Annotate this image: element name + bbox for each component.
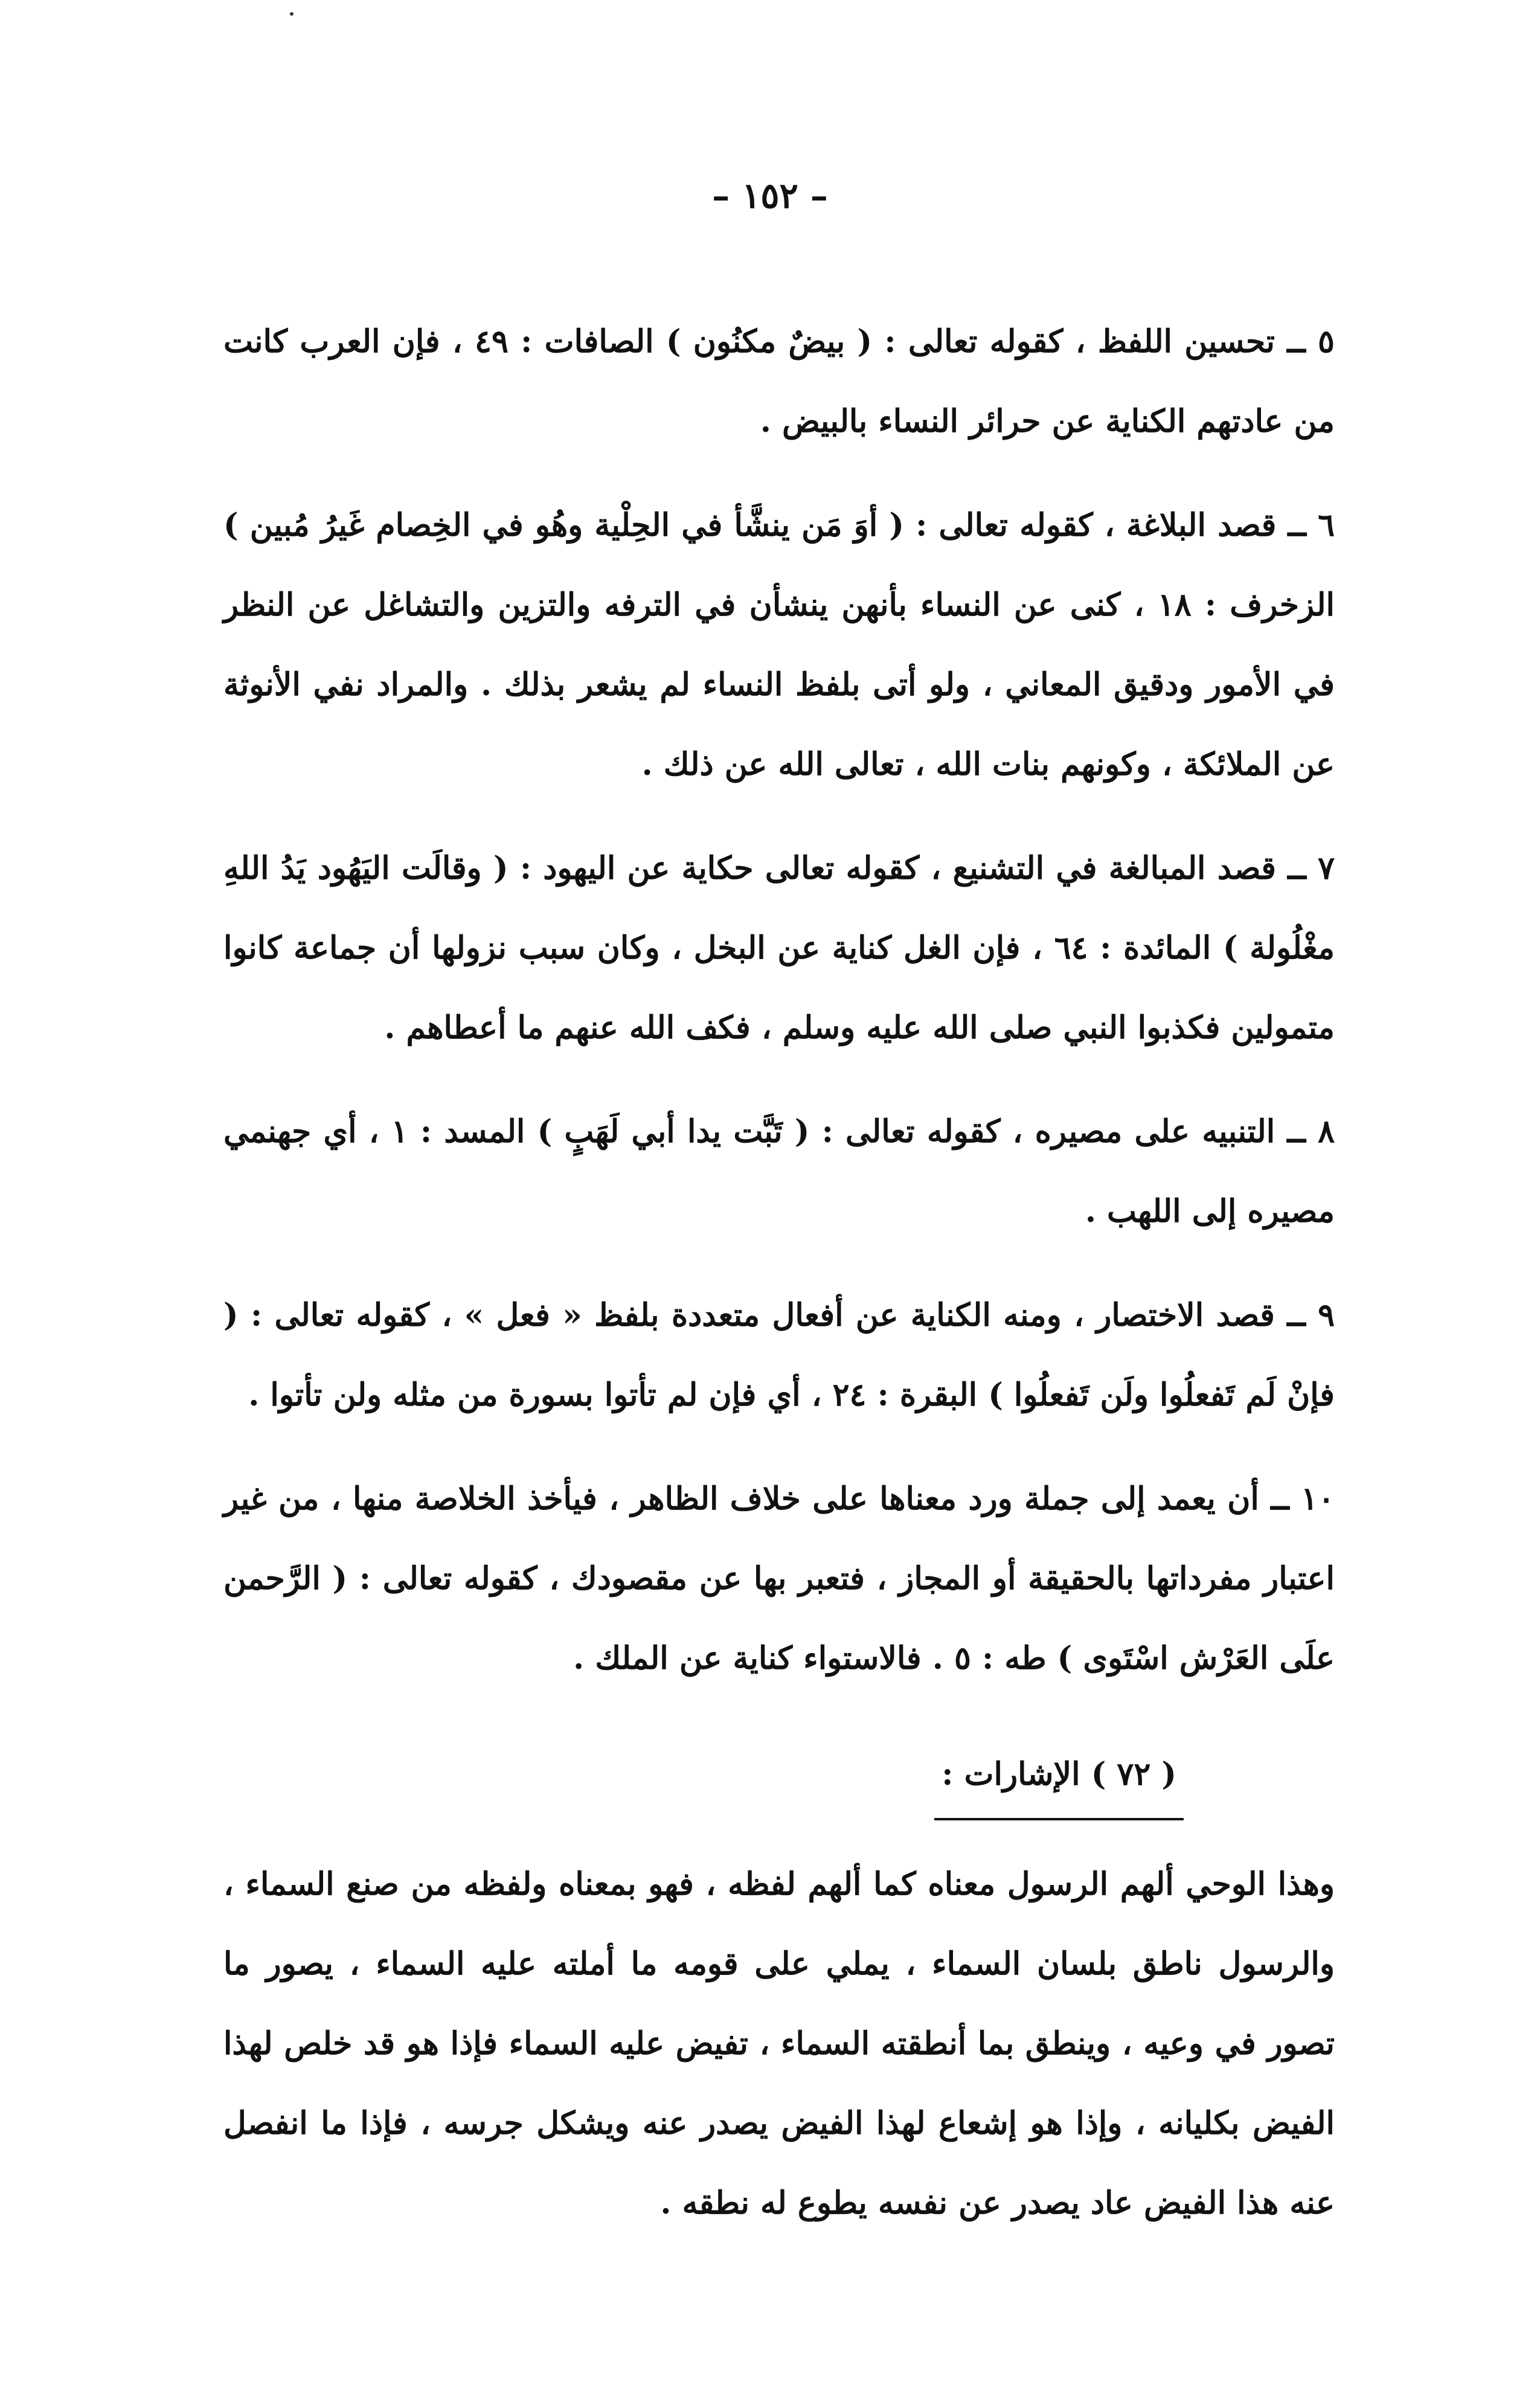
section-heading [223,1735,1335,1820]
paragraph-6: ٦ ــ قصد البلاغة ، كقوله تعالى : ( أوَ مَن ينشَّأ في الحِلْية وهُو في الخِصام غَيرُ مُبين ) الزخرف : ١٨ ، كنى عن النساء بأنهن ينشأن في الترفه والتزين والتشاغل عن النظر في الأمور ودقيق المعاني ، ولو أتى بلفظ النساء لم يشعر بذلك . والمراد نفي الأنوثة عن الملائكة ، وكونهم بنات الله ، تعالى الله عن ذلك . [223,507,1335,783]
closing-paragraph: وهذا الوحي ألهم الرسول معناه كما ألهم لفظه ، فهو بمعناه ولفظه من صنع السماء ، والرسول ناطق بلسان السماء ، يملي على قومه ما أملته عليه السماء ، يصور ما تصور في وعيه ، وينطق بما أنطقته السماء ، تفيض عليه السماء فإذا هو قد خلص لهذا الفيض بكليانه ، وإذا هو إشعاع لهذا الفيض يصدر عنه ويشكل جرسه ، فإذا ما انفصل عنه هذا الفيض عاد يصدر عن نفسه يطوع له نطقه . [223,1866,1335,2221]
section-heading-text: ( ٧٢ ) الإشارات : [934,1735,1184,1820]
paragraph-7: ٧ ــ قصد المبالغة في التشنيع ، كقوله تعالى حكاية عن اليهود : ( وقالَت اليَهُود يَدُ اللهِ مغْلُولة ) المائدة : ٦٤ ، فإن الغل كناية عن البخل ، وكان سبب نزولها أن جماعة كانوا متمولين فكذبوا النبي صلى الله عليه وسلم ، فكف الله عنهم ما أعطاهم . [223,850,1335,1046]
paragraph-8: ٨ ــ التنبيه على مصيره ، كقوله تعالى : ( تَبَّت يدا أبي لَهَبٍ ) المسد : ١ ، أي جهنمي مصيره إلى اللهب . [223,1113,1335,1230]
page-body [223,302,1335,2243]
paragraph-9: ٩ ــ قصد الاختصار ، ومنه الكناية عن أفعال متعددة بلفظ « فعل » ، كقوله تعالى : ( فإنْ لَم تَفعلُوا ولَن تَفعلُوا ) البقرة : ٢٤ ، أي فإن لم تأتوا بسورة من مثله ولن تأتوا . [223,1297,1335,1413]
closing-block [223,1845,1335,2243]
paragraph-5: ٥ ــ تحسين اللفظ ، كقوله تعالى : ( بيضٌ مكنُون ) الصافات : ٤٩ ، فإن العرب كانت من عادتهم الكناية عن حرائر النساء بالبيض . [223,323,1335,440]
scan-speck [290,12,294,16]
paragraph-10: ١٠ ــ أن يعمد إلى جملة ورد معناها على خلاف الظاهر ، فيأخذ الخلاصة منها ، من غير اعتبار مفرداتها بالحقيقة أو المجاز ، فتعبر بها عن مقصودك ، كقوله تعالى : ( الرَّحمن علَى العَرْش اسْتَوى ) طه : ٥ . فالاستواء كناية عن الملك . [223,1480,1335,1677]
page-number: – ١٥٢ – [712,175,828,216]
